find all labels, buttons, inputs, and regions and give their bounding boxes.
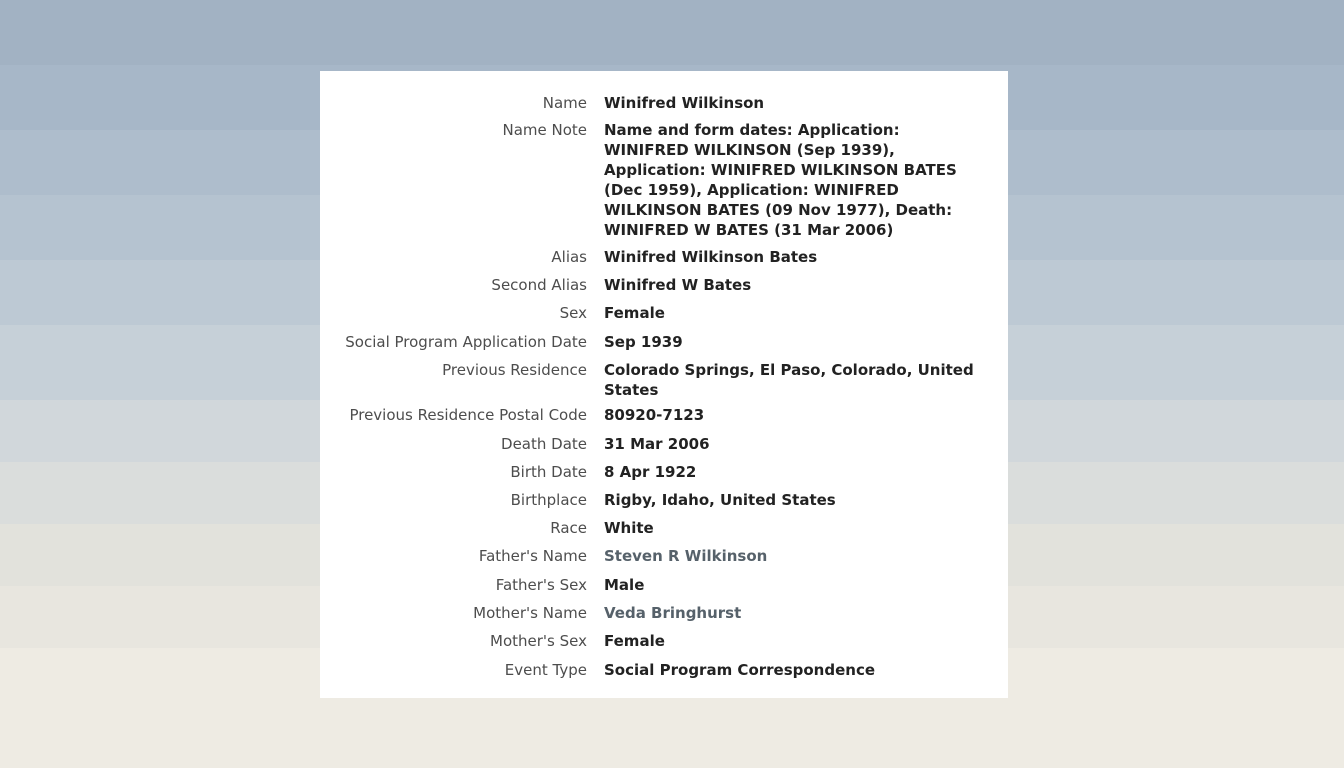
field-label: Alias xyxy=(551,248,587,266)
field-value: Winifred W Bates xyxy=(604,276,752,294)
field-label: Death Date xyxy=(501,435,587,453)
field-value: Winifred Wilkinson Bates xyxy=(604,248,818,266)
field-label: Mother's Name xyxy=(473,604,587,622)
field-value: 80920-7123 xyxy=(604,406,705,424)
field-label: Father's Sex xyxy=(495,576,587,594)
field-label: Previous Residence Postal Code xyxy=(349,406,587,424)
field-label: Name Note xyxy=(502,121,587,139)
field-label: Mother's Sex xyxy=(490,632,587,650)
field-label: Name xyxy=(542,94,587,112)
field-value: White xyxy=(604,519,654,537)
field-value: Winifred Wilkinson xyxy=(604,94,765,112)
field-label: Father's Name xyxy=(478,547,587,565)
field-value: Colorado Springs, El Paso, Colorado, United States xyxy=(604,361,974,399)
field-value: Sep 1939 xyxy=(604,333,683,351)
field-label: Previous Residence xyxy=(442,361,587,379)
field-value: Social Program Correspondence xyxy=(604,661,876,679)
record-details-card xyxy=(320,71,1008,698)
field-label: Sex xyxy=(559,304,587,322)
field-value: Female xyxy=(604,304,665,322)
field-value: Male xyxy=(604,576,645,594)
field-label: Social Program Application Date xyxy=(345,333,587,351)
fathers-name-link[interactable]: Steven R Wilkinson xyxy=(604,547,768,565)
field-value: 31 Mar 2006 xyxy=(604,435,710,453)
background-band xyxy=(0,0,1344,65)
field-label: Birth Date xyxy=(510,463,587,481)
field-label: Event Type xyxy=(504,661,587,679)
field-value: Rigby, Idaho, United States xyxy=(604,491,836,509)
field-value: Female xyxy=(604,632,665,650)
field-label: Birthplace xyxy=(510,491,587,509)
mothers-name-link[interactable]: Veda Bringhurst xyxy=(604,604,742,622)
field-label: Race xyxy=(550,519,587,537)
field-label: Second Alias xyxy=(491,276,587,294)
field-value: Name and form dates: Application: WINIFRED WILKINSON (Sep 1939), Application: WINIFRED WILKINSON BATES (Dec 1959), Application: WINIFRED WILKINSON BATES (09 Nov 1977), Death: WINIFRED W BATES (31 Mar 2006) xyxy=(604,121,957,239)
field-value: 8 Apr 1922 xyxy=(604,463,697,481)
